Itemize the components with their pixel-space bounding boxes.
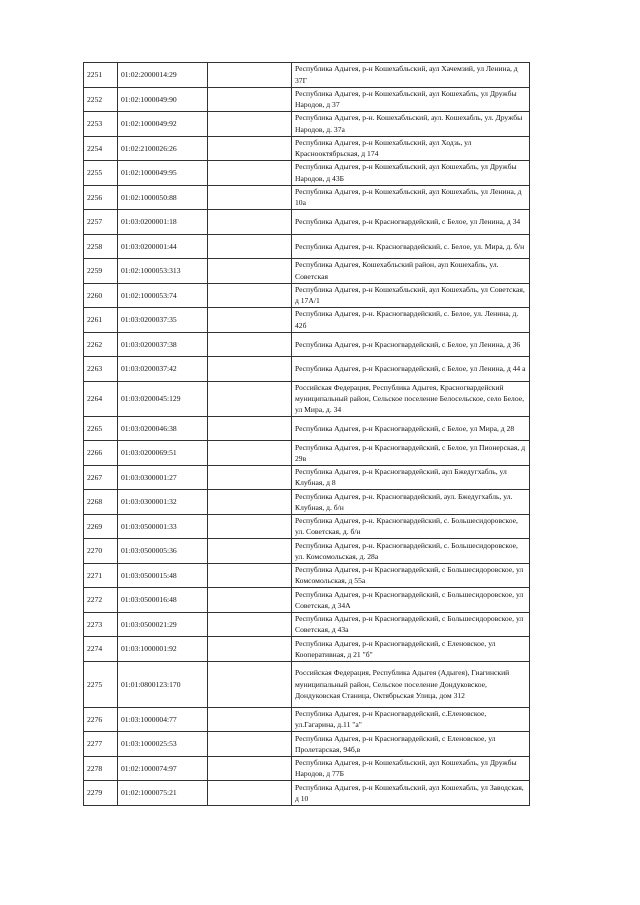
row-number-cell: 2254 bbox=[84, 136, 118, 161]
cadastral-number-cell: 01:03:0200045:129 bbox=[118, 381, 208, 416]
table-row bbox=[84, 637, 530, 662]
address-cell: Республика Адыгея, Кошехабльский район, аул Кошехабль, ул. Советская bbox=[292, 259, 530, 284]
address-cell: Республика Адыгея, р-н. Красногвардейский, с. Белое, ул. Мира, д. б/н bbox=[292, 234, 530, 259]
cadastral-number-cell: 01:03:0500015:48 bbox=[118, 563, 208, 588]
cadastral-number-cell: 01:03:0200037:35 bbox=[118, 308, 208, 333]
cadastral-number-cell: 01:02:1000053:313 bbox=[118, 259, 208, 284]
row-number-cell: 2272 bbox=[84, 588, 118, 613]
address-cell: Республика Адыгея, р-н Кошехабльский, аул Кошехабль, ул Дружбы Народов, д 77Б bbox=[292, 756, 530, 781]
table-row bbox=[84, 136, 530, 161]
table-row bbox=[84, 732, 530, 757]
row-number-cell: 2267 bbox=[84, 465, 118, 490]
table-row bbox=[84, 563, 530, 588]
cadastral-number-cell: 01:03:0300001:27 bbox=[118, 465, 208, 490]
table-row bbox=[84, 234, 530, 259]
table-row bbox=[84, 161, 530, 186]
row-number-cell: 2268 bbox=[84, 490, 118, 515]
empty-cell bbox=[208, 185, 292, 210]
row-number-cell: 2277 bbox=[84, 732, 118, 757]
row-number-cell: 2273 bbox=[84, 612, 118, 637]
address-cell: Республика Адыгея, р-н Кошехабльский, аул Кошехабль, ул Дружбы Народов, д 37 bbox=[292, 87, 530, 112]
table-row bbox=[84, 185, 530, 210]
cadastral-number-cell: 01:02:1000049:95 bbox=[118, 161, 208, 186]
table-row bbox=[84, 87, 530, 112]
address-cell: Российская Федерация, Республика Адыгея (Адыгея), Гиагинский муниципальный район, Сельское поселение Дондуковское, Дондуковская Станица, Октябрьская Улица, дом 312 bbox=[292, 661, 530, 707]
table-row bbox=[84, 588, 530, 613]
empty-cell bbox=[208, 612, 292, 637]
table-row bbox=[84, 539, 530, 564]
cadastral-number-cell: 01:02:2100026:26 bbox=[118, 136, 208, 161]
empty-cell bbox=[208, 781, 292, 806]
address-cell: Республика Адыгея, р-н Красногвардейский, с Белое, ул Пионерская, д 29в bbox=[292, 441, 530, 466]
row-number-cell: 2278 bbox=[84, 756, 118, 781]
row-number-cell: 2253 bbox=[84, 112, 118, 137]
cadastral-number-cell: 01:01:0800123:170 bbox=[118, 661, 208, 707]
row-number-cell: 2257 bbox=[84, 210, 118, 235]
empty-cell bbox=[208, 87, 292, 112]
empty-cell bbox=[208, 332, 292, 357]
address-cell: Республика Адыгея, р-н. Красногвардейский, с. Большесидоровское, ул. Советская, д. б/н bbox=[292, 514, 530, 539]
empty-cell bbox=[208, 441, 292, 466]
table-row bbox=[84, 416, 530, 441]
cadastral-number-cell: 01:03:1000001:92 bbox=[118, 637, 208, 662]
address-cell: Республика Адыгея, р-н Кошехабльский, аул Кошехабль, ул Советская, д 17А/1 bbox=[292, 283, 530, 308]
row-number-cell: 2256 bbox=[84, 185, 118, 210]
address-cell: Республика Адыгея, р-н Красногвардейский, с Белое, ул Ленина, д 44 а bbox=[292, 357, 530, 382]
cadastral-number-cell: 01:03:0500005:36 bbox=[118, 539, 208, 564]
address-cell: Республика Адыгея, р-н Красногвардейский, с Большесидоровское, ул Советская, д 43а bbox=[292, 612, 530, 637]
table-row bbox=[84, 441, 530, 466]
cadastral-number-cell: 01:03:0200046:38 bbox=[118, 416, 208, 441]
address-cell: Республика Адыгея, р-н. Кошехабльский, аул. Кошехабль, ул. Дружбы Народов, д. 37а bbox=[292, 112, 530, 137]
table-row bbox=[84, 259, 530, 284]
row-number-cell: 2259 bbox=[84, 259, 118, 284]
table-row bbox=[84, 210, 530, 235]
table-row bbox=[84, 490, 530, 515]
row-number-cell: 2276 bbox=[84, 707, 118, 732]
table-row bbox=[84, 381, 530, 416]
row-number-cell: 2263 bbox=[84, 357, 118, 382]
table-row bbox=[84, 63, 530, 88]
address-cell: Республика Адыгея, р-н Красногвардейский, с Еленовское, ул Пролетарская, 94б,в bbox=[292, 732, 530, 757]
table-row bbox=[84, 612, 530, 637]
cadastral-number-cell: 01:02:1000049:90 bbox=[118, 87, 208, 112]
table-row bbox=[84, 283, 530, 308]
registry-table bbox=[83, 62, 530, 806]
empty-cell bbox=[208, 490, 292, 515]
row-number-cell: 2261 bbox=[84, 308, 118, 333]
cadastral-number-cell: 01:03:0500016:48 bbox=[118, 588, 208, 613]
row-number-cell: 2270 bbox=[84, 539, 118, 564]
cadastral-number-cell: 01:03:1000025:53 bbox=[118, 732, 208, 757]
cadastral-number-cell: 01:03:0200069:51 bbox=[118, 441, 208, 466]
empty-cell bbox=[208, 357, 292, 382]
table-row bbox=[84, 781, 530, 806]
address-cell: Республика Адыгея, р-н Красногвардейский, с Белое, ул Ленина, д 34 bbox=[292, 210, 530, 235]
empty-cell bbox=[208, 234, 292, 259]
row-number-cell: 2271 bbox=[84, 563, 118, 588]
cadastral-number-cell: 01:03:0200001:44 bbox=[118, 234, 208, 259]
empty-cell bbox=[208, 756, 292, 781]
row-number-cell: 2266 bbox=[84, 441, 118, 466]
empty-cell bbox=[208, 539, 292, 564]
table-row bbox=[84, 514, 530, 539]
address-cell: Республика Адыгея, р-н Кошехабльский, аул Ходзь, ул Красноoктябрьская, д 174 bbox=[292, 136, 530, 161]
empty-cell bbox=[208, 381, 292, 416]
address-cell: Республика Адыгея, р-н Красногвардейский, аул Бжедугхабль, ул Клубная, д 8 bbox=[292, 465, 530, 490]
empty-cell bbox=[208, 308, 292, 333]
row-number-cell: 2255 bbox=[84, 161, 118, 186]
cadastral-number-cell: 01:03:0200037:38 bbox=[118, 332, 208, 357]
row-number-cell: 2269 bbox=[84, 514, 118, 539]
cadastral-number-cell: 01:03:0500021:29 bbox=[118, 612, 208, 637]
address-cell: Республика Адыгея, р-н. Красногвардейский, с. Белое, ул. Ленина, д. 42б bbox=[292, 308, 530, 333]
row-number-cell: 2274 bbox=[84, 637, 118, 662]
table-row bbox=[84, 661, 530, 707]
empty-cell bbox=[208, 563, 292, 588]
empty-cell bbox=[208, 283, 292, 308]
row-number-cell: 2264 bbox=[84, 381, 118, 416]
cadastral-number-cell: 01:02:1000074:97 bbox=[118, 756, 208, 781]
empty-cell bbox=[208, 514, 292, 539]
address-cell: Республика Адыгея, р-н. Красногвардейский, с. Большесидоровское, ул. Комсомольская, д. 28а bbox=[292, 539, 530, 564]
row-number-cell: 2251 bbox=[84, 63, 118, 88]
cadastral-number-cell: 01:03:0500001:33 bbox=[118, 514, 208, 539]
row-number-cell: 2258 bbox=[84, 234, 118, 259]
table-row bbox=[84, 332, 530, 357]
empty-cell bbox=[208, 259, 292, 284]
empty-cell bbox=[208, 661, 292, 707]
address-cell: Российская Федерация, Республика Адыгея, Красногвардейский муниципальный район, Сельское поселение Белосельское, село Белое, ул Мира, д. 34 bbox=[292, 381, 530, 416]
address-cell: Республика Адыгея, р-н Красногвардейский, с Большесидоровское, ул Советская, д 34А bbox=[292, 588, 530, 613]
empty-cell bbox=[208, 732, 292, 757]
empty-cell bbox=[208, 465, 292, 490]
empty-cell bbox=[208, 161, 292, 186]
table-row bbox=[84, 707, 530, 732]
row-number-cell: 2265 bbox=[84, 416, 118, 441]
address-cell: Республика Адыгея, р-н Красногвардейский, с Еленовское, ул Кооперативная, д 21 "б" bbox=[292, 637, 530, 662]
cadastral-number-cell: 01:02:1000053:74 bbox=[118, 283, 208, 308]
table-row bbox=[84, 465, 530, 490]
row-number-cell: 2260 bbox=[84, 283, 118, 308]
address-cell: Республика Адыгея, р-н Кошехабльский, аул Кошехабль, ул Заводская, д 10 bbox=[292, 781, 530, 806]
cadastral-number-cell: 01:02:1000049:92 bbox=[118, 112, 208, 137]
row-number-cell: 2275 bbox=[84, 661, 118, 707]
address-cell: Республика Адыгея, р-н Красногвардейский, с Большесидоровское, ул Комсомольская, д 55а bbox=[292, 563, 530, 588]
address-cell: Республика Адыгея, р-н Красногвардейский, с Белое, ул Мира, д 28 bbox=[292, 416, 530, 441]
empty-cell bbox=[208, 416, 292, 441]
table-row bbox=[84, 308, 530, 333]
empty-cell bbox=[208, 707, 292, 732]
empty-cell bbox=[208, 588, 292, 613]
table-row bbox=[84, 357, 530, 382]
table-row bbox=[84, 756, 530, 781]
registry-table-body bbox=[84, 63, 530, 806]
address-cell: Республика Адыгея, р-н Красногвардейский, с Белое, ул Ленина, д 36 bbox=[292, 332, 530, 357]
cadastral-number-cell: 01:02:1000050:88 bbox=[118, 185, 208, 210]
row-number-cell: 2262 bbox=[84, 332, 118, 357]
cadastral-number-cell: 01:03:0200037:42 bbox=[118, 357, 208, 382]
cadastral-number-cell: 01:03:1000004:77 bbox=[118, 707, 208, 732]
cadastral-number-cell: 01:02:1000075:21 bbox=[118, 781, 208, 806]
row-number-cell: 2252 bbox=[84, 87, 118, 112]
cadastral-number-cell: 01:03:0200001:18 bbox=[118, 210, 208, 235]
address-cell: Республика Адыгея, р-н. Красногвардейский, аул. Бжедугхабль, ул. Клубная, д. б/н bbox=[292, 490, 530, 515]
cadastral-number-cell: 01:02:2000014:29 bbox=[118, 63, 208, 88]
cadastral-number-cell: 01:03:0300001:32 bbox=[118, 490, 208, 515]
empty-cell bbox=[208, 136, 292, 161]
address-cell: Республика Адыгея, р-н Кошехабльский, аул Хачемзий, ул Ленина, д 37Г bbox=[292, 63, 530, 88]
address-cell: Республика Адыгея, р-н Кошехабльский, аул Кошехабль, ул Дружбы Народов, д 43Б bbox=[292, 161, 530, 186]
empty-cell bbox=[208, 112, 292, 137]
address-cell: Республика Адыгея, р-н Кошехабльский, аул Кошехабль, ул Ленина, д 10а bbox=[292, 185, 530, 210]
table-row bbox=[84, 112, 530, 137]
address-cell: Республика Адыгея, р-н Красногвардейский, с.Еленовское, ул.Гагарина, д.11 "а" bbox=[292, 707, 530, 732]
empty-cell bbox=[208, 637, 292, 662]
row-number-cell: 2279 bbox=[84, 781, 118, 806]
empty-cell bbox=[208, 63, 292, 88]
empty-cell bbox=[208, 210, 292, 235]
